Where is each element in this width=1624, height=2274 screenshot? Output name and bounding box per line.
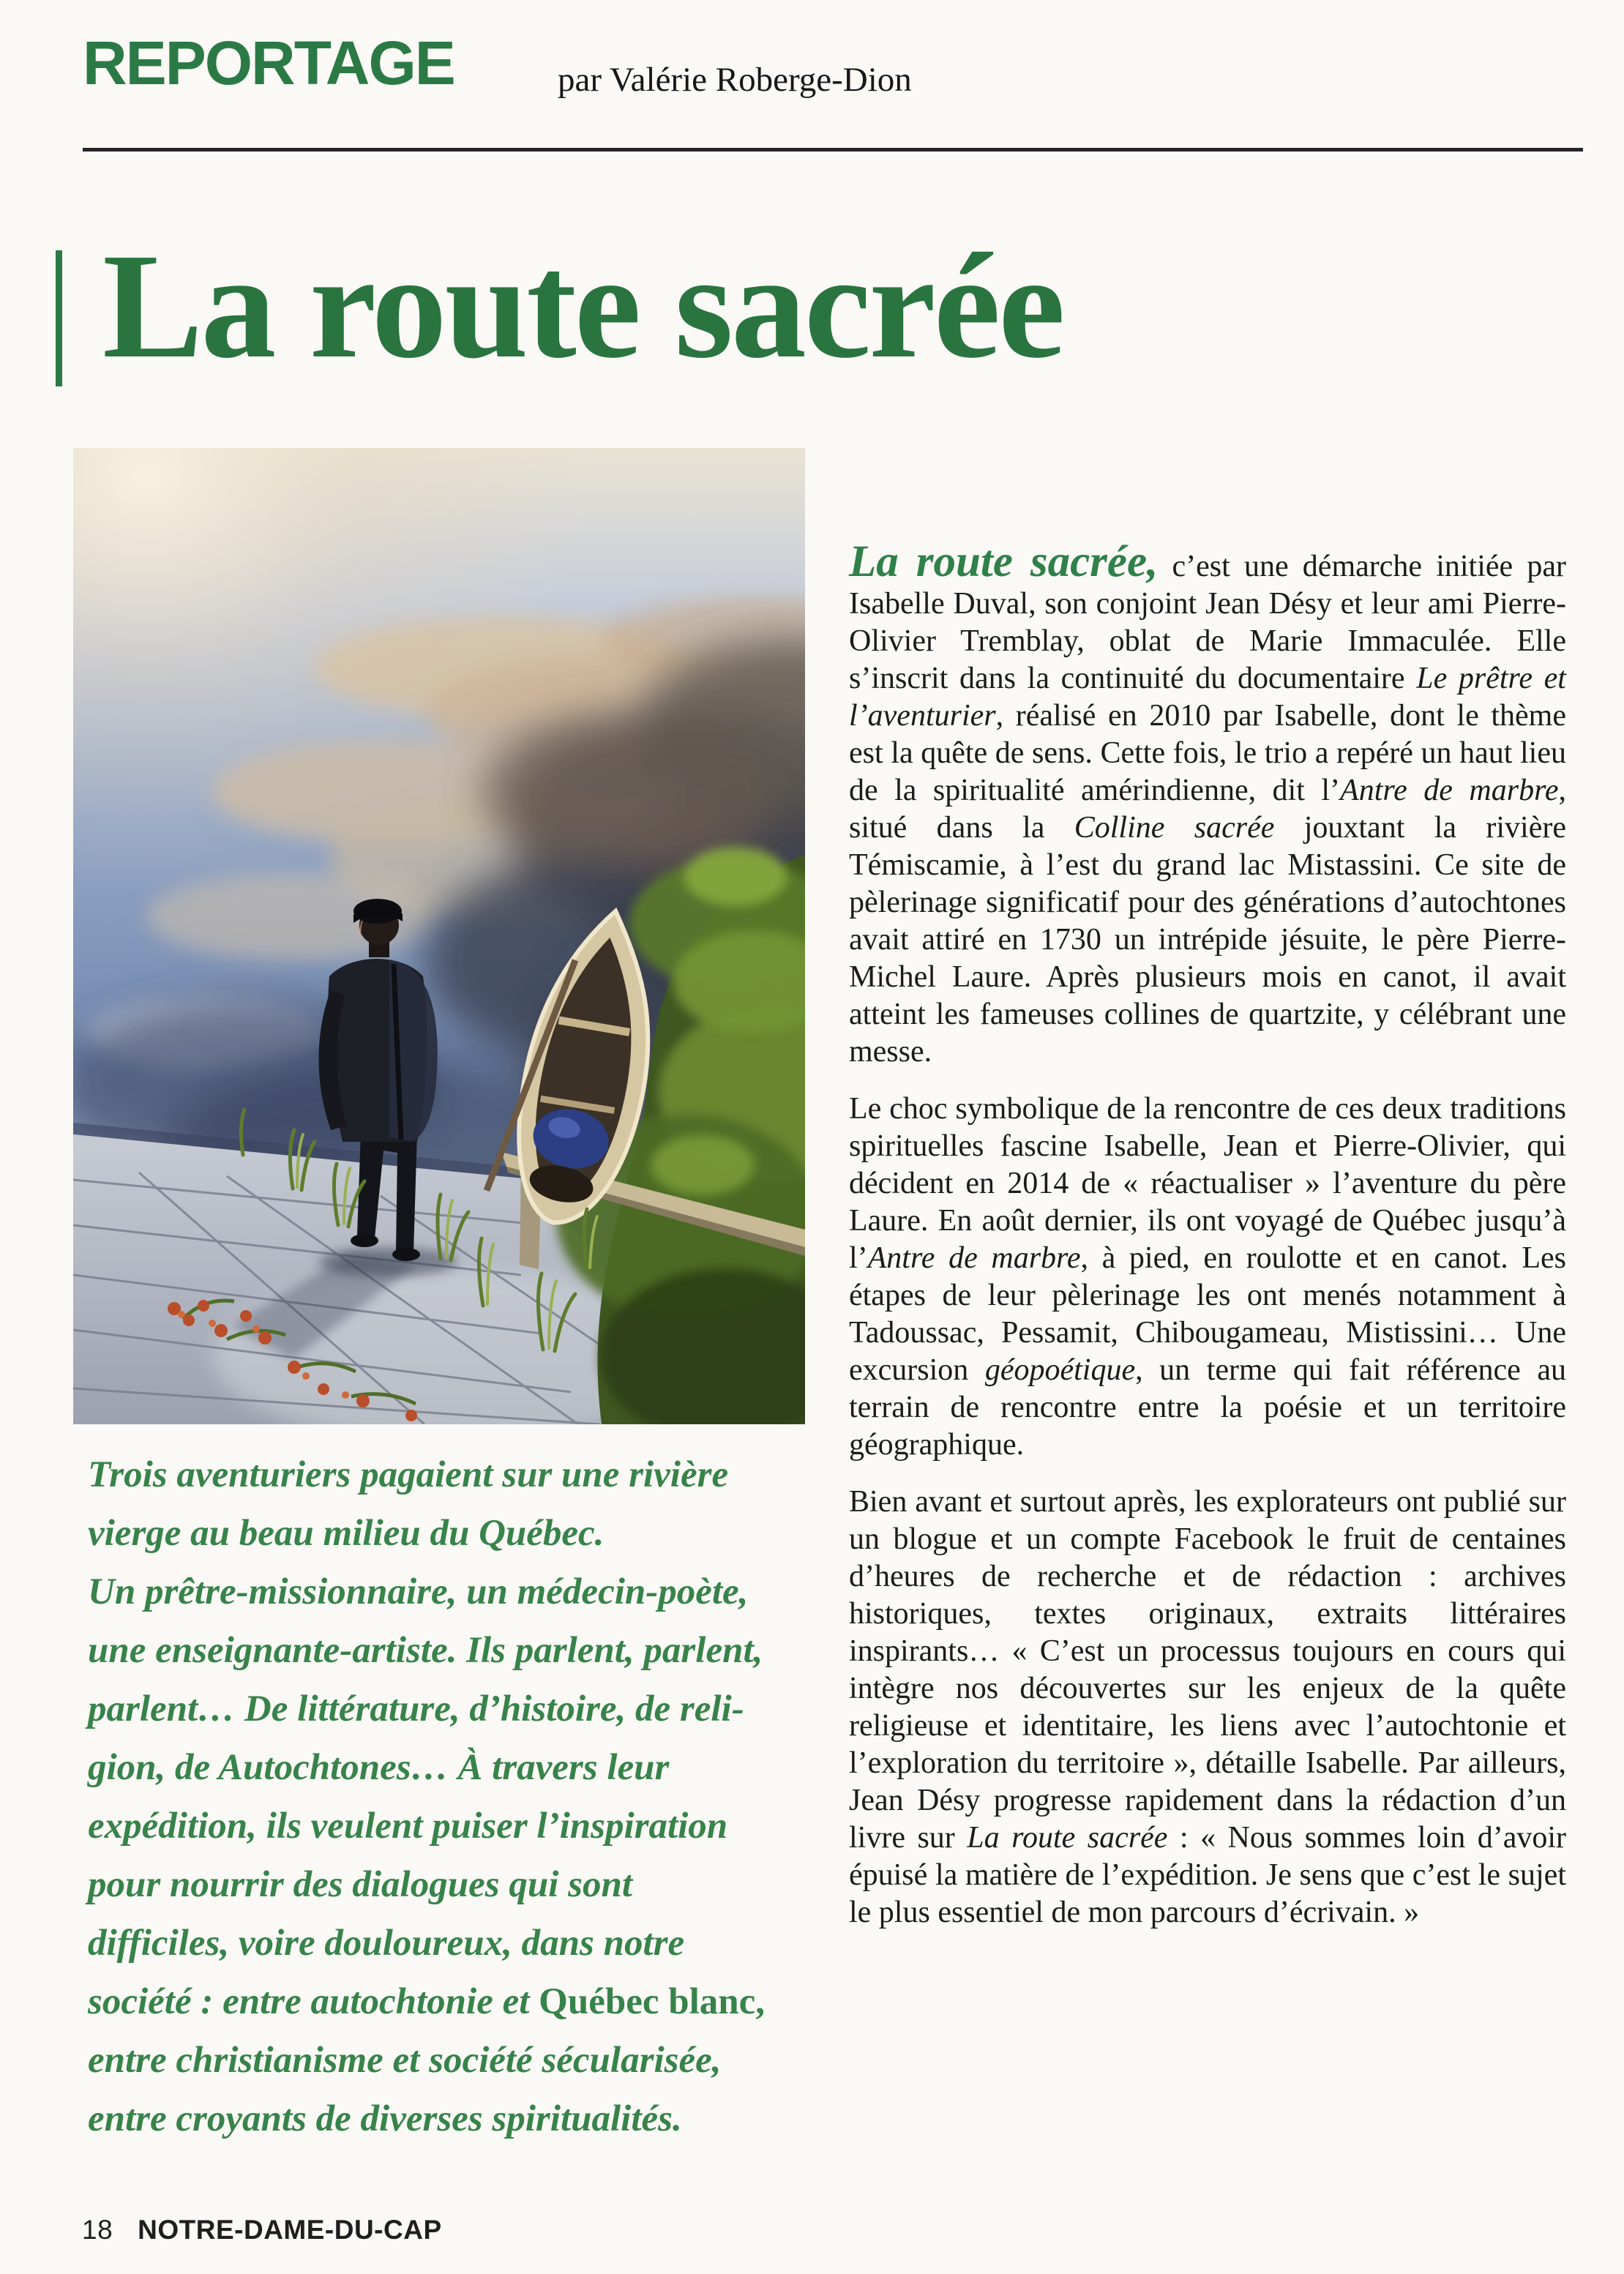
caption-line: Un prêtre-missionnaire, un médecin-poète, (88, 1571, 749, 1612)
caption-line: parlent… De littérature, d’histoire, de reli- (88, 1688, 744, 1729)
header-rule (83, 148, 1583, 152)
caption-line: pour nourrir des dialogues qui sont (88, 1864, 632, 1905)
author-byline: par Valérie Roberge-Dion (558, 61, 912, 99)
lead-in: La route sacrée, (849, 537, 1159, 586)
page-number: 18 (82, 2215, 113, 2245)
caption-line: société : entre autochtonie et Québec blanc, (88, 1981, 766, 2022)
caption-line: expédition, ils veulent puiser l’inspiration (88, 1806, 728, 1847)
photo-caption (88, 1445, 834, 2148)
paragraph-1: La route sacrée, c’est une démarche initiée par Isabelle Duval, son conjoint Jean Désy et leur ami Pierre-Olivier Tremblay, oblat de Marie Immaculée. Elle s’inscrit dans la continuité du documentaire Le prêtre et l’aventurier, réalisé en 2010 par Isabelle, dont le thème est la quête de sens. Cette fois, le trio a repéré un haut lieu de la spiritualité amérindienne, dit l’Antre de marbre, situé dans la Colline sacrée jouxtant la rivière Témiscamie, à l’est du grand lac Mistassini. Ce site de pèlerinage significatif pour des générations d’autochtones avait attiré en 1730 un intrépide jésuite, le père Pierre-Michel Laure. Après plusieurs mois en canot, il avait atteint les fameuses collines de quartzite, y célébrant une messe. (849, 537, 1567, 1069)
magazine-name: NOTRE-DAME-DU-CAP (138, 2215, 442, 2245)
caption-line: difficiles, voire douloureux, dans notre (88, 1923, 685, 1964)
section-kicker: REPORTAGE (83, 29, 454, 97)
photo-illustration (73, 448, 805, 1424)
caption-line: Trois aventuriers pagaient sur une rivière (88, 1454, 729, 1495)
page-footer (82, 2215, 442, 2245)
article-body (849, 537, 1567, 1951)
paragraph-3: Bien avant et surtout après, les explorateurs ont publié sur un blogue et un compte Facebook le fruit de centaines d’heures de recherche et de rédaction : archives historiques, textes originaux, extraits littéraires inspirants… « C’est un processus toujours en cours qui intègre nos découvertes sur les enjeux de la quête religieuse et identitaire, les liens avec l’autochtonie et l’exploration du territoire », détaille Isabelle. Par ailleurs, Jean Désy progresse rapidement dans la rédaction d’un livre sur La route sacrée : « Nous sommes loin d’avoir épuisé la matière de l’expédition. Je sens que c’est le sujet le plus essentiel de mon parcours d’écrivain. » (849, 1485, 1567, 1929)
article-photo (73, 448, 805, 1424)
caption-line: gion, de Autochtones… À travers leur (88, 1747, 670, 1788)
title-accent-bar (56, 250, 62, 386)
caption-line: entre croyants de diverses spiritualités. (88, 2098, 682, 2139)
caption-line: vierge au beau milieu du Québec. (88, 1513, 605, 1554)
paragraph-2: Le choc symbolique de la rencontre de ces deux traditions spirituelles fascine Isabelle, Jean et Pierre-Olivier, qui décident en 2014 de « réactualiser » l’aventure du père Laure. En août dernier, ils ont voyagé de Québec jusqu’à l’Antre de marbre, à pied, en roulotte et en canot. Les étapes de leur pèlerinage les ont menés notamment à Tadoussac, Pessamit, Chibougameau, Mistissini… Une excursion géopoétique, un terme qui fait référence au terrain de rencontre entre la poésie et un territoire géographique. (849, 1092, 1566, 1462)
caption-line: entre christianisme et société sécularisée, (88, 2040, 722, 2081)
article-title: La route sacrée (102, 222, 1063, 389)
caption-line: une enseignante-artiste. Ils parlent, parlent, (88, 1630, 763, 1671)
